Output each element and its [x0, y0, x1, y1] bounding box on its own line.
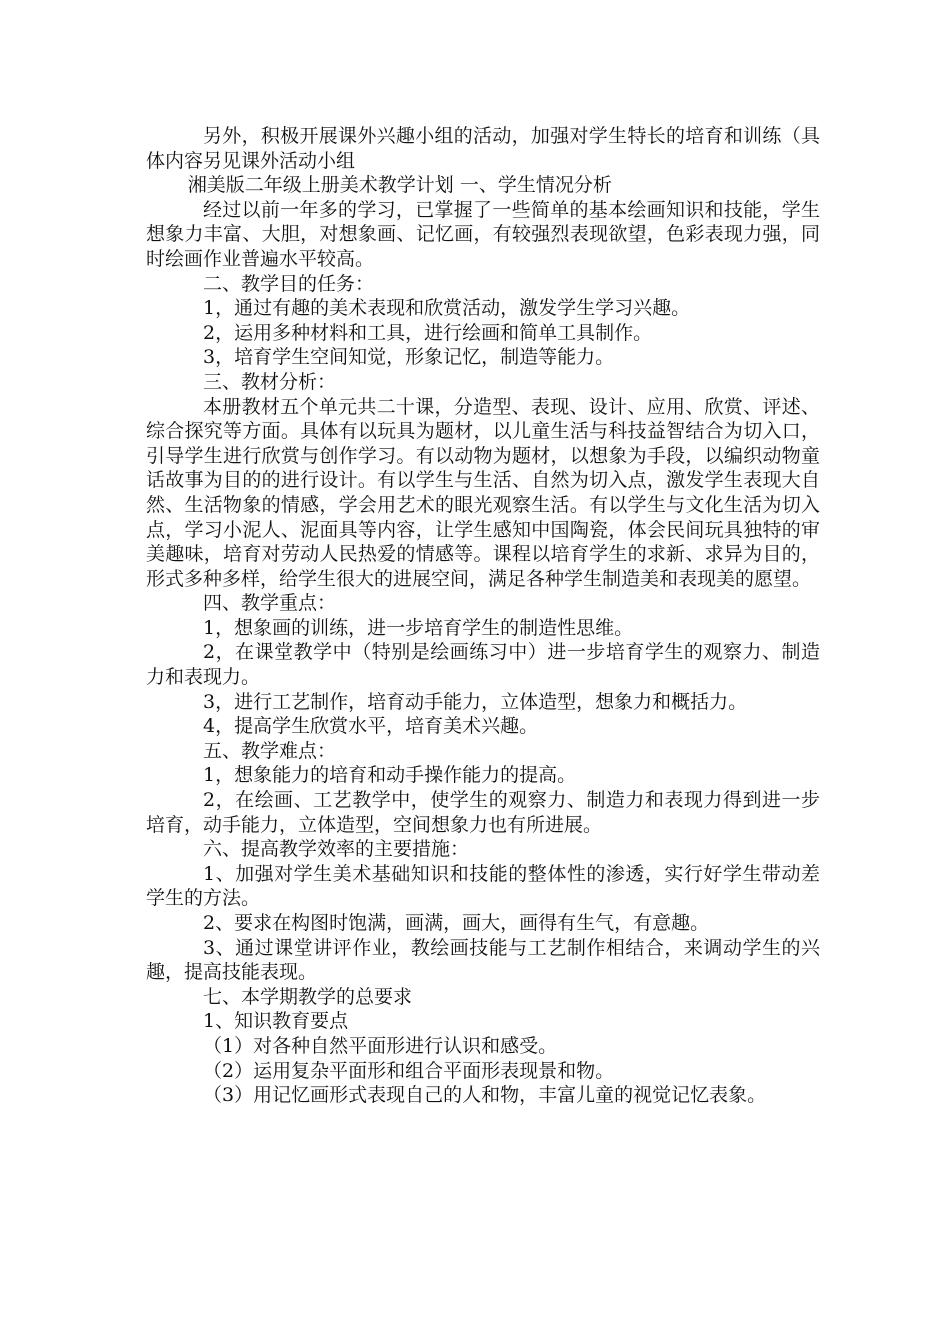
document-page — [146, 124, 820, 1108]
heading-textbook-analysis: 三、教材分析： — [203, 370, 337, 393]
list-item-goal-2: 2，运用多种材料和工具，进行绘画和简单工具制作。 — [203, 321, 653, 344]
heading-teaching-difficulties: 五、教学难点： — [203, 739, 337, 762]
paragraph-textbook-analysis: 本册教材五个单元共二十课，分造型、表现、设计、应用、欣赏、评述、综合探究等方面。具体有以玩具为题材，以儿童生活与科技益智结合为切入口，引导学生进行欣赏与创作学习。有以动物为题材，以想象为手段，以编织动物童话故事为目的的进行设计。有以学生与生活、自然为切入点，激发学生表现大自然、生活物象的情感，学会用艺术的眼光观察生活。有以学生与文化生活为切入点，学习小泥人、泥面具等内容，让学生感知中国陶瓷，体会民间玩具独特的审美趣味，培育对劳动人民热爱的情感等。课程以培育学生的求新、求异为目的，形式多种多样，给学生很大的进展空间，满足各种学生制造美和表现美的愿望。 — [146, 395, 820, 590]
list-item-goal-1: 1，通过有趣的美术表现和欣赏活动，激发学生学习兴趣。 — [203, 297, 691, 320]
list-item-goal-3: 3，培育学生空间知觉，形象记忆，制造等能力。 — [203, 346, 615, 369]
list-item-knowledge-3: （3）用记忆画形式表现自己的人和物，丰富儿童的视觉记忆表象。 — [203, 1084, 767, 1107]
list-item-measure-1: 1、加强对学生美术基础知识和技能的整体性的渗透，实行好学生带动差学生的方法。 — [146, 862, 820, 910]
heading-measures: 六、提高教学效率的主要措施： — [203, 838, 470, 861]
paragraph-student-analysis: 经过以前一年多的学习，已掌握了一些简单的基本绘画知识和技能，学生想象力丰富、大胆，对想象画、记忆画，有较强烈表现欲望，色彩表现力强，同时绘画作业普遍水平较高。 — [146, 198, 820, 270]
list-item-measure-3: 3、通过课堂讲评作业，教绘画技能与工艺制作相结合，来调动学生的兴趣，提高技能表现。 — [146, 936, 820, 984]
list-item-focus-3: 3，进行工艺制作，培育动手能力，立体造型，想象力和概括力。 — [203, 690, 748, 713]
list-item-difficulty-2: 2，在绘画、工艺教学中，使学生的观察力、制造力和表现力得到进一步培育，动手能力，立体造型，空间想象力也有所进展。 — [146, 789, 820, 836]
heading-teaching-focus: 四、教学重点： — [203, 592, 337, 615]
list-item-knowledge-1: （1）对各种自然平面形进行认识和感受。 — [203, 1034, 558, 1057]
paragraph-plan-title: 湘美版二年级上册美术教学计划 一、学生情况分析 — [187, 174, 612, 197]
subheading-knowledge-points: 1、知识教育要点 — [203, 1010, 349, 1033]
list-item-focus-1: 1，想象画的训练，进一步培育学生的制造性思维。 — [203, 616, 634, 639]
list-item-focus-2: 2，在课堂教学中（特别是绘画练习中）进一步培育学生的观察力、制造力和表现力。 — [146, 641, 820, 689]
list-item-measure-2: 2、要求在构图时饱满，画满，画大，画得有生气，有意趣。 — [203, 912, 710, 934]
list-item-difficulty-1: 1，想象能力的培育和动手操作能力的提高。 — [203, 764, 577, 787]
list-item-focus-4: 4，提高学生欣赏水平，培育美术兴趣。 — [203, 715, 539, 738]
list-item-knowledge-2: （2）运用复杂平面形和组合平面形表现景和物。 — [203, 1059, 615, 1082]
paragraph-extracurricular: 另外，积极开展课外兴趣小组的活动，加强对学生特长的培育和训练（具体内容另见课外活动小组 — [146, 125, 820, 172]
heading-teaching-goals: 二、教学目的任务： — [203, 272, 375, 295]
heading-semester-requirements: 七、本学期教学的总要求 — [203, 985, 413, 1008]
